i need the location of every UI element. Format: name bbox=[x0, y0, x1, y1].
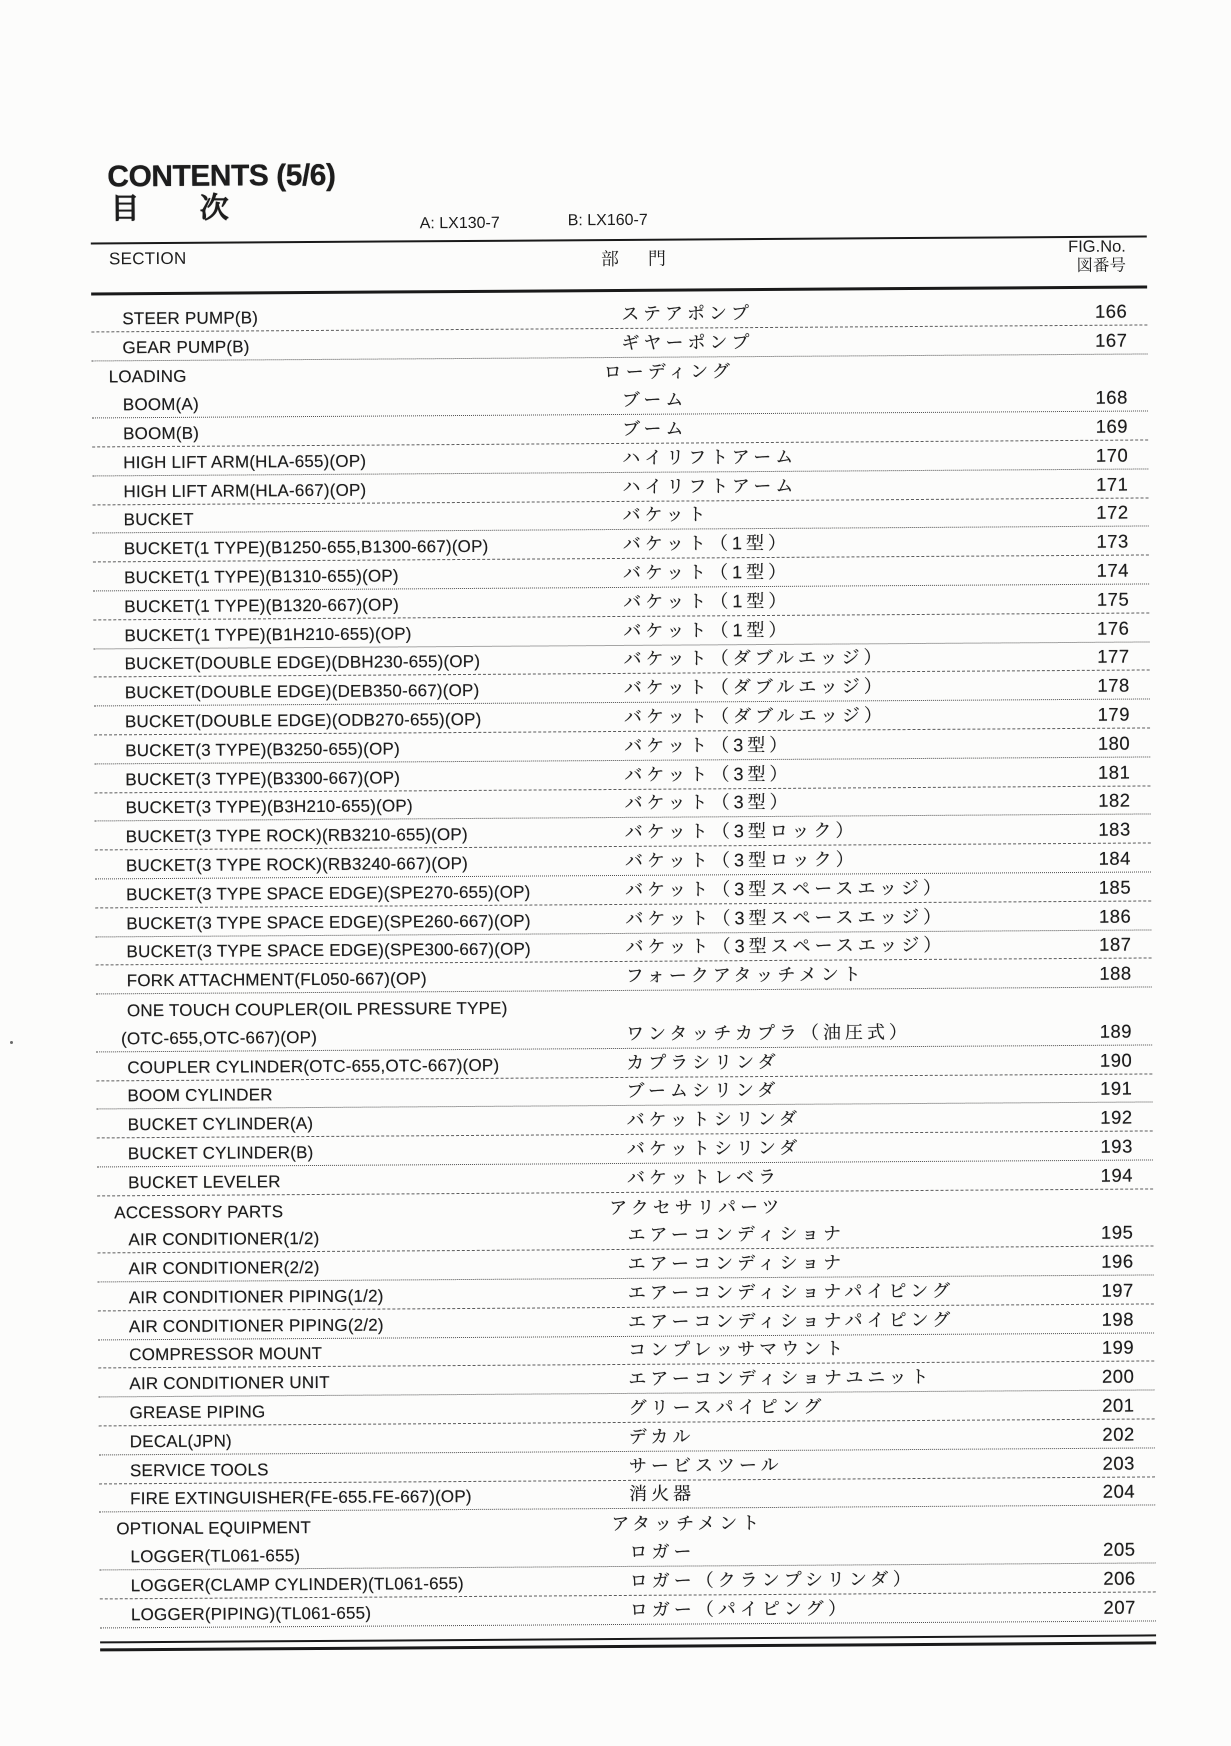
row-title-jp: バケットシリンダ bbox=[626, 1108, 802, 1131]
row-title-en: HIGH LIFT ARM(HLA-667)(OP) bbox=[123, 480, 367, 501]
row-title-jp: バケット（3型） bbox=[624, 792, 792, 814]
row-title-jp: ロガー bbox=[629, 1541, 696, 1562]
row-title-en: BUCKET bbox=[123, 510, 194, 530]
row-title-en: COMPRESSOR MOUNT bbox=[129, 1344, 323, 1365]
row-title-en: BOOM(B) bbox=[123, 423, 200, 444]
header-rule-bottom bbox=[91, 285, 1147, 295]
row-title-en: OPTIONAL EQUIPMENT bbox=[116, 1518, 312, 1539]
row-title-en: HIGH LIFT ARM(HLA-655)(OP) bbox=[123, 451, 367, 473]
row-title-en: AIR CONDITIONER(2/2) bbox=[128, 1258, 320, 1279]
column-header-fig-en: FIG.No. bbox=[1068, 237, 1126, 256]
row-title-jp: ハイリフトアーム bbox=[622, 475, 798, 497]
row-title-jp: バケット（3型） bbox=[624, 763, 792, 785]
row-title-en: BUCKET LEVELER bbox=[127, 1171, 281, 1192]
row-fig-no: 199 bbox=[1101, 1337, 1135, 1359]
row-fig-no: 174 bbox=[1096, 559, 1130, 581]
row-title-jp: バケット（ダブルエッジ） bbox=[623, 705, 887, 727]
row-title-en: BUCKET(1 TYPE)(B1H210-655)(OP) bbox=[124, 623, 412, 645]
row-fig-no: 179 bbox=[1097, 703, 1131, 725]
row-title-en: AIR CONDITIONER(1/2) bbox=[128, 1229, 320, 1250]
row-title-jp: ステアポンプ bbox=[621, 302, 753, 324]
row-title-jp: コンプレッサマウント bbox=[628, 1338, 848, 1361]
row-title-en: BUCKET(3 TYPE ROCK)(RB3210-655)(OP) bbox=[125, 825, 468, 847]
row-fig-no: 189 bbox=[1099, 1020, 1133, 1042]
row-title-en: BUCKET CYLINDER(B) bbox=[127, 1142, 314, 1164]
row-title-en: BUCKET(1 TYPE)(B1320-667)(OP) bbox=[124, 595, 400, 617]
row-fig-no: 177 bbox=[1097, 645, 1130, 668]
row-title-jp: バケットシリンダ bbox=[626, 1137, 802, 1159]
row-title-jp: バケット（3型ロック） bbox=[624, 820, 858, 843]
row-title-en: (OTC-655,OTC-667)(OP) bbox=[121, 1027, 318, 1049]
row-title-jp: ハイリフトアーム bbox=[622, 446, 798, 468]
row-title-jp: バケット（1型） bbox=[622, 533, 791, 555]
row-title-en: LOGGER(TL061-655) bbox=[130, 1546, 301, 1567]
column-header-dept-char-1: 部 bbox=[600, 248, 619, 270]
row-fig-no: 180 bbox=[1097, 732, 1131, 754]
row-title-en: BUCKET(DOUBLE EDGE)(DEB350-667)(OP) bbox=[124, 681, 480, 703]
row-fig-no: 168 bbox=[1095, 386, 1128, 408]
row-title-jp: バケット bbox=[622, 504, 710, 526]
row-title-jp: バケット（1型） bbox=[623, 619, 791, 641]
row-fig-no: 186 bbox=[1098, 905, 1132, 927]
page-title-jp-char-2: 次 bbox=[199, 192, 229, 225]
row-title-en: ACCESSORY PARTS bbox=[114, 1201, 284, 1222]
row-title-jp: バケット（3型スペースエッジ） bbox=[625, 906, 946, 929]
row-fig-no: 201 bbox=[1102, 1394, 1135, 1416]
row-fig-no: 204 bbox=[1102, 1481, 1136, 1503]
row-title-jp: バケット（1型） bbox=[623, 590, 791, 612]
row-title-jp: ブーム bbox=[621, 389, 688, 411]
footer-rule-lower bbox=[100, 1641, 1156, 1651]
row-title-en: BUCKET(3 TYPE)(B3H210-655)(OP) bbox=[125, 796, 413, 818]
model-code-b: B: LX160-7 bbox=[567, 211, 648, 230]
row-title-en: COUPLER CYLINDER(OTC-655,OTC-667)(OP) bbox=[127, 1055, 500, 1077]
column-header-dept-char-2: 門 bbox=[647, 248, 667, 269]
row-title-en: GEAR PUMP(B) bbox=[122, 337, 250, 357]
row-title-jp: カプラシリンダ bbox=[626, 1051, 780, 1073]
row-title-jp: ブームシリンダ bbox=[626, 1080, 780, 1102]
row-title-en: FORK ATTACHMENT(FL050-667)(OP) bbox=[126, 969, 427, 991]
row-title-en: BUCKET(3 TYPE)(B3300-667)(OP) bbox=[125, 767, 401, 789]
row-title-jp: グリースパイピング bbox=[628, 1396, 826, 1419]
page-title: CONTENTS (5/6) bbox=[107, 158, 336, 194]
row-title-jp: エアーコンディショナ bbox=[627, 1223, 846, 1246]
row-fig-no: 194 bbox=[1100, 1164, 1134, 1186]
row-fig-no: 167 bbox=[1095, 329, 1128, 351]
row-fig-no: 182 bbox=[1098, 789, 1131, 812]
row-fig-no: 205 bbox=[1103, 1538, 1136, 1560]
row-fig-no: 196 bbox=[1101, 1250, 1134, 1272]
row-title-en: BUCKET(3 TYPE ROCK)(RB3240-667)(OP) bbox=[125, 853, 469, 876]
row-fig-no: 190 bbox=[1099, 1049, 1133, 1071]
row-fig-no: 173 bbox=[1096, 530, 1129, 552]
row-title-jp: エアーコンディショナパイピング bbox=[627, 1309, 955, 1332]
row-fig-no: 170 bbox=[1095, 444, 1129, 466]
row-title-jp: ワンタッチカプラ（油圧式） bbox=[625, 1021, 912, 1044]
row-title-en: ONE TOUCH COUPLER(OIL PRESSURE TYPE) bbox=[126, 998, 508, 1021]
row-fig-no: 207 bbox=[1103, 1596, 1136, 1618]
row-title-jp: サービスツール bbox=[628, 1454, 783, 1476]
row-title-jp: デカル bbox=[628, 1426, 695, 1447]
row-title-en: BUCKET(DOUBLE EDGE)(ODB270-655)(OP) bbox=[124, 709, 482, 732]
column-header-department-jp bbox=[601, 245, 666, 271]
row-title-en: BUCKET(1 TYPE)(B1310-655)(OP) bbox=[123, 566, 399, 588]
row-title-en: LOADING bbox=[108, 367, 187, 387]
row-fig-no: 193 bbox=[1100, 1135, 1133, 1157]
row-fig-no: 188 bbox=[1099, 962, 1132, 984]
row-fig-no: 191 bbox=[1099, 1077, 1133, 1100]
row-title-en: BOOM(A) bbox=[122, 394, 199, 415]
scan-speckle bbox=[10, 1041, 13, 1044]
row-title-jp: フォークアタッチメント bbox=[625, 964, 865, 987]
page-title-jp-char-1: 目 bbox=[110, 193, 140, 226]
toc-table bbox=[91, 296, 1156, 1628]
row-title-en: GREASE PIPING bbox=[129, 1402, 266, 1423]
page-title-japanese bbox=[110, 192, 229, 226]
row-title-jp: エアーコンディショナ bbox=[627, 1252, 846, 1275]
row-fig-no: 206 bbox=[1103, 1567, 1136, 1589]
row-title-en: AIR CONDITIONER PIPING(2/2) bbox=[128, 1315, 384, 1336]
row-fig-no: 175 bbox=[1096, 588, 1130, 610]
model-code-a: A: LX130-7 bbox=[419, 214, 500, 233]
row-title-en: BUCKET CYLINDER(A) bbox=[127, 1114, 314, 1135]
row-title-en: LOGGER(CLAMP CYLINDER)(TL061-655) bbox=[130, 1573, 464, 1596]
row-title-en: AIR CONDITIONER PIPING(1/2) bbox=[128, 1286, 384, 1308]
row-title-en: BUCKET(3 TYPE)(B3250-655)(OP) bbox=[125, 739, 400, 760]
row-fig-no: 200 bbox=[1101, 1365, 1135, 1388]
table-row bbox=[100, 1592, 1156, 1628]
row-fig-no: 192 bbox=[1100, 1106, 1133, 1128]
column-header-fig-jp: 図番号 bbox=[1076, 256, 1127, 275]
row-title-jp: アタッチメント bbox=[611, 1513, 764, 1535]
row-title-en: BUCKET(3 TYPE SPACE EDGE)(SPE260-667)(OP) bbox=[126, 911, 531, 933]
row-title-jp: バケット（3型スペースエッジ） bbox=[625, 935, 946, 958]
row-title-en: SERVICE TOOLS bbox=[129, 1459, 269, 1480]
row-title-jp: バケット（ダブルエッジ） bbox=[623, 647, 886, 670]
row-title-jp: バケットレベラ bbox=[626, 1166, 781, 1188]
column-header-section: SECTION bbox=[108, 248, 187, 269]
row-title-jp: エアーコンディショナユニット bbox=[628, 1367, 933, 1390]
row-fig-no: 178 bbox=[1097, 674, 1130, 696]
row-fig-no: 171 bbox=[1095, 473, 1129, 495]
row-title-jp: バケット（3型ロック） bbox=[624, 849, 858, 871]
row-fig-no: 166 bbox=[1094, 300, 1128, 322]
row-fig-no: 187 bbox=[1099, 933, 1132, 956]
row-title-en: LOGGER(PIPING)(TL061-655) bbox=[130, 1603, 372, 1624]
row-fig-no: 195 bbox=[1100, 1221, 1134, 1244]
row-title-jp: バケット（1型） bbox=[622, 561, 791, 583]
row-fig-no: 181 bbox=[1097, 761, 1131, 783]
row-title-en: STEER PUMP(B) bbox=[122, 308, 259, 329]
row-fig-no: 203 bbox=[1102, 1452, 1135, 1474]
row-title-jp: ギヤーポンプ bbox=[621, 331, 754, 353]
row-title-en: FIRE EXTINGUISHER(FE-655.FE-667)(OP) bbox=[130, 1487, 472, 1509]
row-fig-no: 198 bbox=[1101, 1308, 1135, 1330]
row-title-jp: バケット（3型スペースエッジ） bbox=[625, 877, 946, 900]
row-title-en: BUCKET(3 TYPE SPACE EDGE)(SPE270-655)(OP) bbox=[126, 882, 531, 904]
row-title-en: BUCKET(1 TYPE)(B1250-655,B1300-667)(OP) bbox=[123, 537, 489, 559]
row-fig-no: 172 bbox=[1096, 501, 1129, 524]
row-title-jp: バケット（ダブルエッジ） bbox=[623, 676, 886, 699]
row-title-jp: エアーコンディショナパイピング bbox=[627, 1280, 955, 1303]
row-title-jp: ローディング bbox=[603, 361, 734, 383]
row-title-en: BOOM CYLINDER bbox=[127, 1085, 273, 1106]
row-fig-no: 184 bbox=[1098, 847, 1131, 869]
row-fig-no: 197 bbox=[1101, 1279, 1134, 1301]
row-title-en: DECAL(JPN) bbox=[129, 1431, 232, 1452]
column-header-fig-no bbox=[976, 238, 1126, 277]
row-fig-no: 202 bbox=[1102, 1423, 1135, 1445]
row-title-jp: ロガー（クランプシリンダ） bbox=[629, 1568, 915, 1591]
row-title-jp: ロガー（パイピング） bbox=[629, 1598, 851, 1620]
row-title-en: BUCKET(DOUBLE EDGE)(DBH230-655)(OP) bbox=[124, 652, 481, 674]
row-fig-no: 183 bbox=[1098, 818, 1131, 840]
row-title-jp: 消火器 bbox=[629, 1483, 696, 1505]
row-fig-no: 169 bbox=[1095, 415, 1129, 437]
row-fig-no: 176 bbox=[1096, 617, 1130, 639]
row-title-en: BUCKET(3 TYPE SPACE EDGE)(SPE300-667)(OP) bbox=[126, 939, 531, 962]
row-title-jp: バケット（3型） bbox=[624, 734, 792, 756]
row-title-jp: ブーム bbox=[621, 418, 688, 439]
row-title-jp: アクセサリパーツ bbox=[609, 1196, 784, 1218]
row-fig-no: 185 bbox=[1098, 876, 1132, 898]
row-title-en: AIR CONDITIONER UNIT bbox=[129, 1373, 330, 1394]
